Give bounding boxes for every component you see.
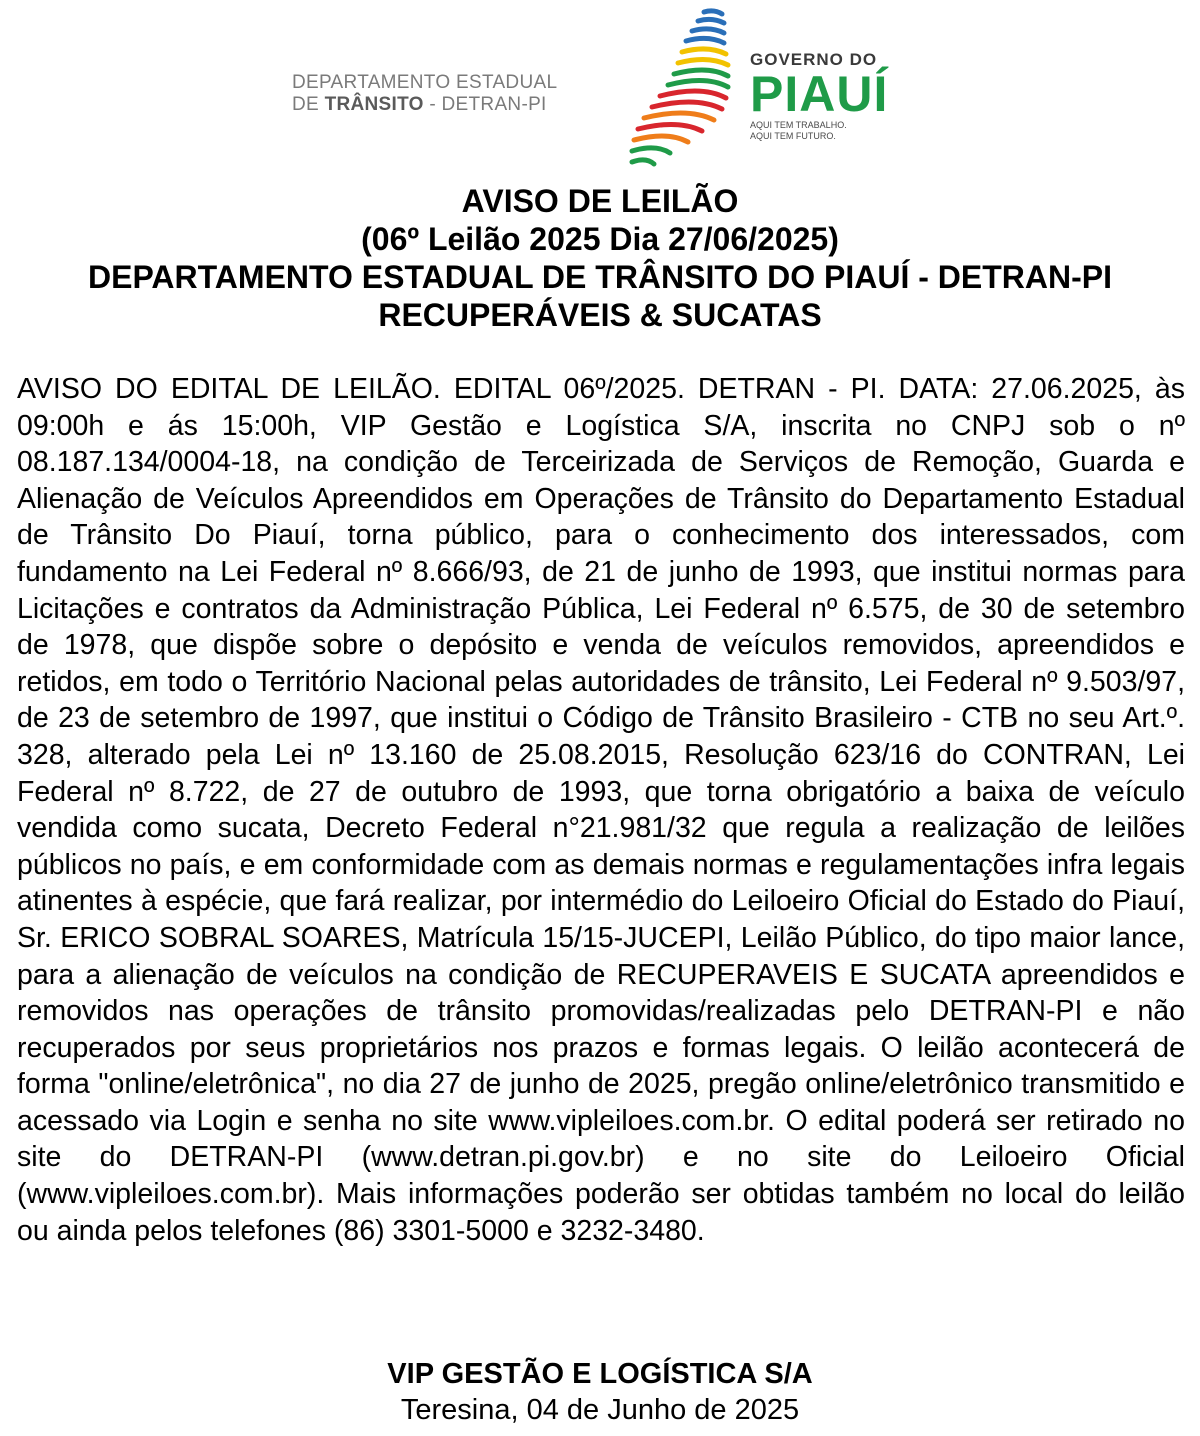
header: [0, 0, 1200, 180]
detran-logo: [292, 72, 602, 116]
title-leilao-date: (06º Leilão 2025 Dia 27/06/2025): [361, 221, 839, 257]
gov-logo-slogan2: AQUI TEM FUTURO.: [750, 131, 836, 141]
signature-block: [0, 1356, 1200, 1428]
title-aviso: AVISO DE LEILÃO: [461, 183, 739, 219]
signature-place-date: Teresina, 04 de Junho de 2025: [400, 1394, 800, 1426]
notice-body: AVISO DO EDITAL DE LEILÃO. EDITAL 06º/2025. DETRAN - PI. DATA: 27.06.2025, às 09:00h e ás 15:00h, VIP Gestão e Logística S/A, inscrita no CNPJ sob o nº 08.187.134/0004-18, na condição de Terceirizada de Serviços de Remoção, Guarda e Alienação de Veículos Apreendidos em Operações de Trânsito do Departamento Estadual de Trânsito Do Piauí, torna público, para o conhecimento dos interessados, com fundamento na Lei Federal nº 8.666/93, de 21 de junho de 1993, que institui normas para Licitações e contratos da Administração Pública, Lei Federal nº 6.575, de 30 de setembro de 1978, que dispõe sobre o depósito e venda de veículos removidos, apreendidos e retidos, em todo o Território Nacional pelas autoridades de trânsito, Lei Federal nº 9.503/97, de 23 de setembro de 1997, que institui o Código de Trânsito Brasileiro - CTB no seu Art.º. 328, alterado pela Lei nº 13.160 de 25.08.2015, Resolução 623/16 do CONTRAN, Lei Federal nº 8.722, de 27 de outubro de 1993, que torna obrigatório a baixa de veículo vendida como sucata, Decreto Federal n°21.981/32 que regula a realização de leilões públicos no país, e em conformidade com as demais normas e regulamentações infra legais atinentes à espécie, que fará realizar, por intermédio do Leiloeiro Oficial do Estado do Piauí, Sr. ERICO SOBRAL SOARES, Matrícula 15/15-JUCEPI, Leilão Público, do tipo maior lance, para a alienação de veículos na condição de RECUPERAVEIS E SUCATA apreendidos e removidos nas operações de trânsito promovidas/realizadas pelo DETRAN-PI e não recuperados por seus proprietários nos prazos e formas legais. O leilão acontecerá de forma "online/eletrônica", no dia 27 de junho de 2025, pregão online/eletrônico transmitido e acessado via Login e senha no site www.vipleiloes.com.br. O edital poderá ser retirado no site do DETRAN-PI (www.detran.pi.gov.br) e no site do Leiloeiro Oficial (www.vipleiloes.com.br). Mais informações poderão ser obtidas também no local do leilão ou ainda pelos telefones (86) 3301-5000 e 3232-3480.: [17, 373, 1185, 1247]
gov-logo-slogan1: AQUI TEM TRABALHO.: [750, 120, 847, 130]
notice-titles: [0, 182, 1200, 334]
gov-logo-line1: GOVERNO DO: [750, 50, 878, 69]
detran-logo-line2: [292, 94, 602, 116]
piaui-map-emblem-icon: [622, 4, 742, 176]
detran-logo-suffix: - DETRAN-PI: [423, 94, 547, 115]
governo-piaui-logo: [750, 50, 920, 142]
detran-logo-strong: TRÂNSITO: [324, 94, 424, 115]
title-category: RECUPERÁVEIS & SUCATAS: [378, 297, 822, 333]
gov-logo-line2: PIAUÍ: [750, 66, 889, 122]
detran-logo-prefix: DE: [292, 94, 325, 115]
signature-company: VIP GESTÃO E LOGÍSTICA S/A: [387, 1358, 813, 1390]
detran-logo-line1: DEPARTAMENTO ESTADUAL: [292, 72, 558, 93]
title-department: DEPARTAMENTO ESTADUAL DE TRÂNSITO DO PIAUÍ - DETRAN-PI: [87, 259, 1113, 295]
